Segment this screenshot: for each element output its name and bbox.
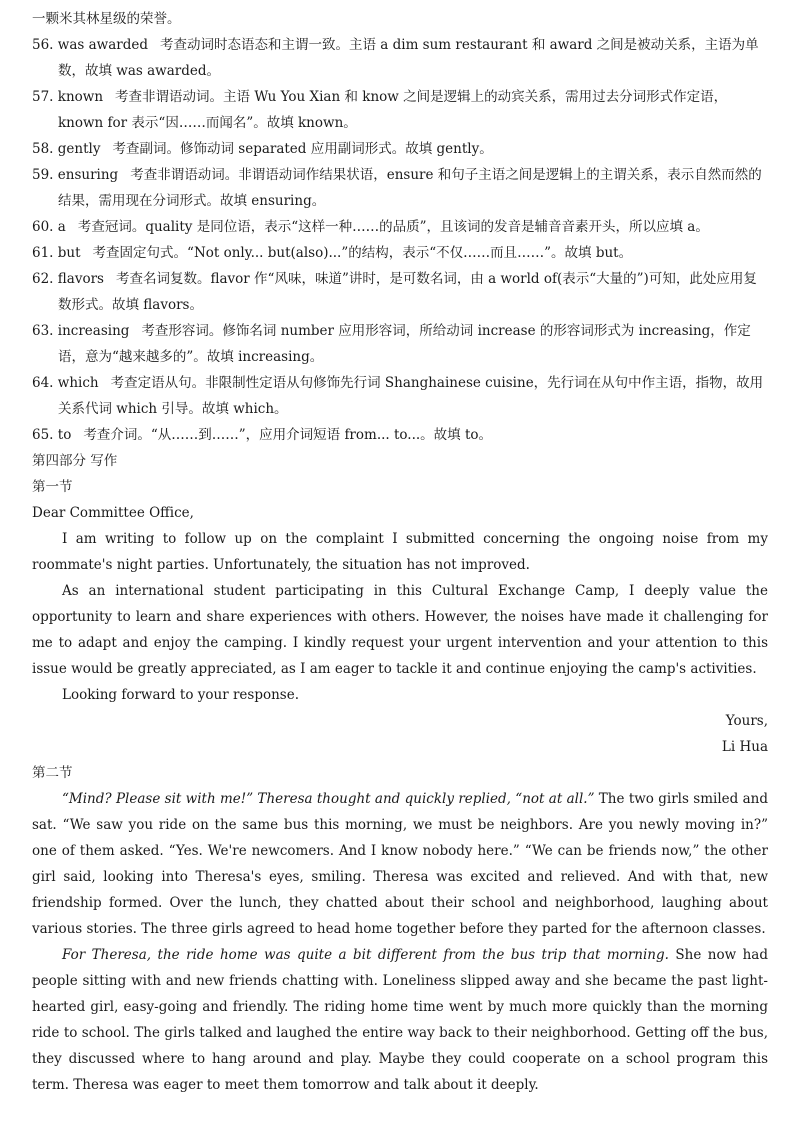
item-number: 65. (32, 427, 54, 443)
answer-item-61 (32, 240, 768, 266)
item-number: 56. (32, 37, 54, 53)
item-number: 64. (32, 375, 54, 391)
item-answer: ensuring (57, 167, 119, 183)
answer-item-57 (32, 84, 768, 136)
item-explanation: 考查动词时态语态和主谓一致。主语 a dim sum restaurant 和 award 之间是被动关系，主语为单数，故填 was awarded。 (58, 37, 759, 79)
item-number: 57. (32, 89, 54, 105)
letter-paragraph: Looking forward to your response. (62, 687, 299, 703)
section2-title: 第二节 (32, 765, 73, 781)
letter-paragraph: As an international student participating in this Cultural Exchange Camp, I deeply value the opportunity to learn and share experiences with others. However, the noises have made it challenging for me to adapt and enjoy the camping. I kindly request your urgent intervention and your attention to this issue would be greatly appreciated, as I am eager to tackle it and continue enjoying the camp's activities. (32, 583, 768, 677)
item-explanation: 考查副词。修饰动词 separated 应用副词形式。故填 gently。 (112, 141, 493, 157)
item-answer: but (57, 245, 81, 261)
essay-paragraph (32, 942, 768, 1098)
item-explanation: 考查定语从句。非限制性定语从句修饰先行词 Shanghainese cuisine，先行词在从句中作主语，指物，故用关系代词 which 引导。故填 which。 (58, 375, 764, 417)
essay-text: The two girls smiled and sat. “We saw you ride on the same bus this morning, we must be neighbors. Are you newly moving in?” one of them asked. “Yes. We're newcomers. And I know nobody here.” “We can be friends now,” the other girl said, looking into Theresa's eyes, smiling. Theresa was excited and relieved. And with that, new friendship formed. Over the lunch, they chatted about their school and neighborhood, laughing about various stories. The three girls agreed to head home together before they parted for the afternoon classes. (32, 791, 768, 937)
item-explanation: 考查冠词。quality 是同位语，表示“这样一种……的品质”，且该词的发音是辅音音素开头，所以应填 a。 (77, 219, 709, 235)
essay-text: She now had people sitting with and new friends chatting with. Loneliness slipped away and she became the past light-hearted girl, easy-going and friendly. The riding home time went by much more quickly than the morning ride to school. The girls talked and laughed the entire way back to their neighborhood. Getting off the bus, they discussed where to hang around and play. Maybe they could cooperate on a school program this term. Theresa was eager to meet them tomorrow and talk about it deeply. (32, 947, 768, 1093)
item-explanation: 考查名词复数。flavor 作“风味，味道”讲时，是可数名词，由 a world of(表示“大量的”)可知，此处应用复数形式。故填 flavors。 (58, 271, 757, 313)
item-answer: gently (57, 141, 101, 157)
item-answer: flavors (57, 271, 104, 287)
item-number: 62. (32, 271, 54, 287)
item-number: 59. (32, 167, 54, 183)
letter-paragraph: I am writing to follow up on the complaint I submitted concerning the ongoing noise from my roommate's night parties. Unfortunately, the situation has not improved. (32, 531, 768, 573)
letter-signature: Li Hua (721, 739, 768, 755)
item-answer: increasing (57, 323, 130, 339)
part4-title: 第四部分 写作 (32, 453, 118, 469)
answer-item-59 (32, 162, 768, 214)
answer-item-62 (32, 266, 768, 318)
letter-salutation: Dear Committee Office, (32, 505, 194, 521)
essay-given-sentence: For Theresa, the ride home was quite a bit different from the bus trip that morning. (62, 947, 669, 963)
item-number: 63. (32, 323, 54, 339)
answer-list (32, 32, 768, 448)
answer-item-65 (32, 422, 768, 448)
answer-item-56 (32, 32, 768, 84)
item-explanation: 考查非谓语动词。非谓语动词作结果状语，ensure 和句子主语之间是逻辑上的主谓关系，表示自然而然的结果，需用现在分词形式。故填 ensuring。 (58, 167, 762, 209)
section1-title: 第一节 (32, 479, 73, 495)
essay-paragraph (32, 786, 768, 942)
item-number: 60. (32, 219, 54, 235)
letter (32, 500, 768, 760)
item-answer: known (57, 89, 104, 105)
letter-closing: Yours, (725, 713, 768, 729)
item-explanation: 考查固定句式。“Not only... but(also)...”的结构，表示“不仅……而且……”。故填 but。 (92, 245, 633, 261)
answer-item-64 (32, 370, 768, 422)
item-answer: which (57, 375, 99, 391)
intro-line: 一颗米其林星级的荣誉。 (32, 11, 181, 27)
item-answer: was awarded (57, 37, 148, 53)
item-number: 58. (32, 141, 54, 157)
item-answer: a (57, 219, 66, 235)
item-explanation: 考查介词。“从……到……”，应用介词短语 from... to...。故填 to。 (83, 427, 493, 443)
answer-item-58 (32, 136, 768, 162)
answer-item-63 (32, 318, 768, 370)
item-answer: to (57, 427, 72, 443)
item-explanation: 考查非谓语动词。主语 Wu You Xian 和 know 之间是逻辑上的动宾关系，需用过去分词形式作定语，known for 表示“因……而闻名”。故填 known。 (58, 89, 728, 131)
essay-given-sentence: “Mind? Please sit with me!” Theresa thought and quickly replied, “not at all.” (62, 791, 595, 807)
item-number: 61. (32, 245, 54, 261)
item-explanation: 考查形容词。修饰名词 number 应用形容词，所给动词 increase 的形容词形式为 increasing，作定语，意为“越来越多的”。故填 increasing。 (58, 323, 751, 365)
answer-item-60 (32, 214, 768, 240)
continuation-essay (32, 786, 768, 1098)
